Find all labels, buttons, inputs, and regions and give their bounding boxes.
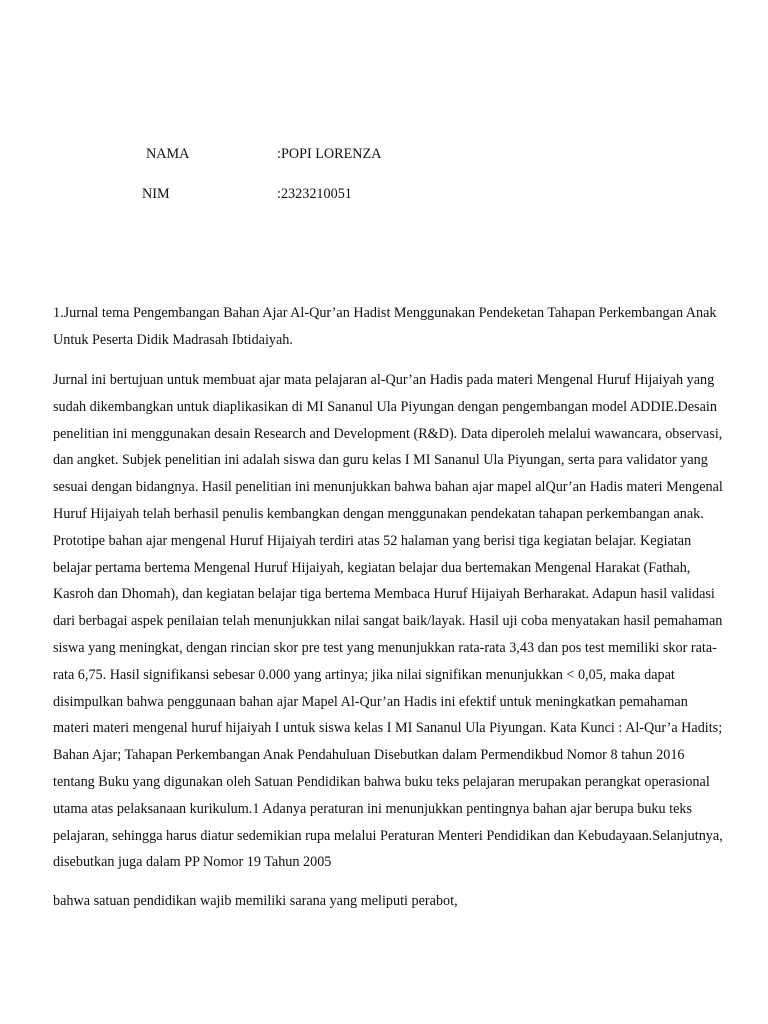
paragraph-line: penelitian ini menggunakan desain Research and Development (R&D). Data diperoleh melalui wawancara, observasi, bbox=[53, 425, 723, 442]
student-id-value: :2323210051 bbox=[277, 186, 352, 202]
paragraph-line: sesuai dengan bidangnya. Hasil penelitian ini menunjukkan bahwa bahan ajar mapel alQur’an Hadis materi Mengenal bbox=[53, 479, 723, 496]
paragraph-line: Jurnal ini bertujuan untuk membuat ajar mata pelajaran al-Qur’an Hadis pada materi Mengenal Huruf Hijaiyah yang bbox=[53, 372, 715, 388]
title-line: 1.Jurnal tema Pengembangan Bahan Ajar Al-Qur’an Hadist Menggunakan Pendeketan Tahapan Perkembangan Anak bbox=[53, 305, 717, 321]
paragraph-line: disimpulkan bahwa penggunaan bahan ajar Mapel Al-Qur’an Hadis ini efektif untuk meningkatkan pemahaman bbox=[53, 693, 688, 710]
title-line: Untuk Peserta Didik Madrasah Ibtidaiyah. bbox=[53, 331, 293, 348]
continuation-paragraph bbox=[53, 888, 765, 915]
paragraph-line: Huruf Hijaiyah telah berhasil penulis kembangkan dengan menggunakan pendekatan tahapan perkembangan anak. bbox=[53, 505, 704, 522]
paragraph-line: bahwa satuan pendidikan wajib memiliki sarana yang meliputi perabot, bbox=[53, 893, 458, 909]
paragraph-line: rata 6,75. Hasil signifikansi sebesar 0.000 yang artinya; jika nilai signifikan menunjukkan < 0,05, maka dapat bbox=[53, 666, 675, 683]
name-label: NAMA bbox=[146, 146, 190, 162]
paragraph-line: dan angket. Subjek penelitian ini adalah siswa dan guru kelas I MI Sananul Ula Piyungan, serta para validator yang bbox=[53, 452, 708, 469]
name-value: :POPI LORENZA bbox=[277, 146, 382, 162]
paragraph-line: sudah dikembangkan untuk diaplikasikan di MI Sananul Ula Piyungan dengan pengembangan model ADDIE.Desain bbox=[53, 398, 717, 415]
paragraph-line: belajar pertama bertema Mengenal Huruf Hijaiyah, kegiatan belajar dua bertemakan Mengenal Harakat (Fathah, bbox=[53, 559, 691, 576]
paragraph-line: disebutkan juga dalam PP Nomor 19 Tahun 2005 bbox=[53, 854, 332, 871]
abstract-paragraph bbox=[53, 367, 765, 876]
paragraph-line: pelajaran, sehingga harus diatur sedemikian rupa melalui Peraturan Menteri Pendidikan dan Kebudayaan.Selanjutnya, bbox=[53, 827, 723, 844]
paragraph-line: dari berbagai aspek penilaian telah menunjukkan nilai sangat baik/layak. Hasil uji coba menyatakan hasil pemahaman bbox=[53, 613, 723, 630]
paragraph-line: utama atas pelaksanaan kurikulum.1 Adanya peraturan ini menunjukkan pentingnya bahan ajar berupa buku teks bbox=[53, 800, 693, 817]
paragraph-line: siswa yang meningkat, dengan rincian skor pre test yang menunjukkan rata-rata 3,43 dan pos test memiliki skor rata- bbox=[53, 639, 717, 656]
student-id-row bbox=[0, 186, 768, 206]
student-id-label: NIM bbox=[142, 186, 170, 202]
journal-title bbox=[53, 300, 765, 354]
paragraph-line: Prototipe bahan ajar mengenal Huruf Hijaiyah terdiri atas 52 halaman yang berisi tiga kegiatan belajar. Kegiatan bbox=[53, 532, 692, 549]
paragraph-line: materi materi mengenal huruf hijaiyah I untuk siswa kelas I MI Sananul Ula Piyungan. Kata Kunci : Al-Qur’a Hadits; bbox=[53, 720, 723, 737]
name-row bbox=[0, 146, 768, 166]
paragraph-line: Bahan Ajar; Tahapan Perkembangan Anak Pendahuluan Disebutkan dalam Permendikbud Nomor 8 tahun 2016 bbox=[53, 747, 685, 764]
paragraph-line: tentang Buku yang digunakan oleh Satuan Pendidikan bahwa buku teks pelajaran merupakan perangkat operasional bbox=[53, 773, 710, 790]
paragraph-line: Kasroh dan Dhomah), dan kegiatan belajar tiga bertema Membaca Huruf Hijaiyah Berharakat. Adapun hasil validasi bbox=[53, 586, 715, 603]
